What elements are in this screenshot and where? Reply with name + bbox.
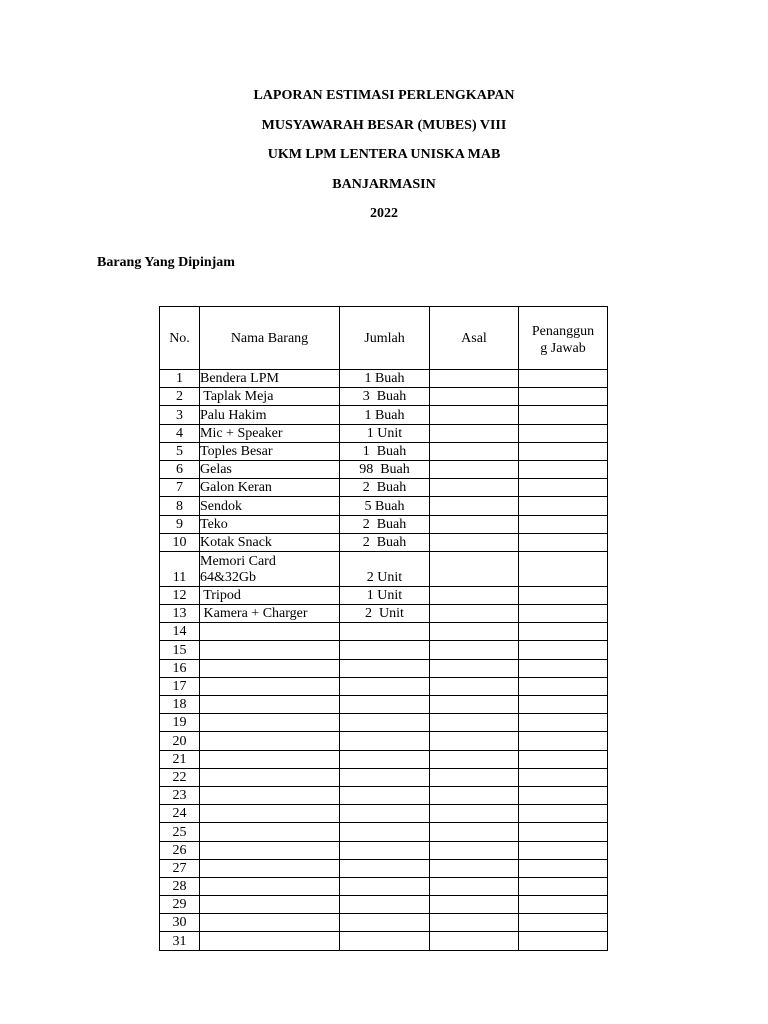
- cell-jumlah: [340, 641, 430, 659]
- cell-nama-barang: [200, 823, 340, 841]
- cell-asal: [430, 515, 519, 533]
- cell-jumlah: [340, 823, 430, 841]
- cell-nama-barang: Mic + Speaker: [200, 424, 340, 442]
- cell-jumlah: [340, 714, 430, 732]
- cell-no: 1: [160, 370, 200, 388]
- column-header-penanggung-jawab: [519, 307, 608, 370]
- cell-penanggung-jawab: [519, 659, 608, 677]
- cell-penanggung-jawab: [519, 479, 608, 497]
- cell-no: 8: [160, 497, 200, 515]
- pj-header-line-2: g Jawab: [540, 341, 586, 356]
- cell-no: 26: [160, 841, 200, 859]
- cell-jumlah: [340, 896, 430, 914]
- column-header-asal: Asal: [430, 307, 519, 370]
- table-row: [160, 586, 608, 604]
- cell-jumlah: [340, 914, 430, 932]
- cell-nama-barang: Kotak Snack: [200, 533, 340, 551]
- cell-jumlah: [340, 623, 430, 641]
- cell-penanggung-jawab: [519, 515, 608, 533]
- table-row: [160, 605, 608, 623]
- cell-penanggung-jawab: [519, 896, 608, 914]
- cell-nama-barang: Bendera LPM: [200, 370, 340, 388]
- cell-nama-barang: [200, 696, 340, 714]
- cell-jumlah: [340, 859, 430, 877]
- cell-nama-line-2: 64&32Gb: [200, 569, 256, 585]
- cell-no: 25: [160, 823, 200, 841]
- table-row: [160, 714, 608, 732]
- cell-jumlah: [340, 805, 430, 823]
- cell-penanggung-jawab: [519, 623, 608, 641]
- column-header-jumlah: Jumlah: [340, 307, 430, 370]
- table-row: [160, 623, 608, 641]
- table-row: [160, 533, 608, 551]
- table-row: [160, 641, 608, 659]
- cell-asal: [430, 714, 519, 732]
- cell-no: 24: [160, 805, 200, 823]
- table-row: [160, 370, 608, 388]
- cell-jumlah: 3 Buah: [340, 388, 430, 406]
- cell-no: 14: [160, 623, 200, 641]
- cell-jumlah: 2 Buah: [340, 515, 430, 533]
- cell-penanggung-jawab: [519, 533, 608, 551]
- table-row: [160, 823, 608, 841]
- cell-nama-line-1: Memori Card: [200, 553, 276, 569]
- cell-no: 27: [160, 859, 200, 877]
- cell-nama-barang: Sendok: [200, 497, 340, 515]
- cell-jumlah: 98 Buah: [340, 460, 430, 478]
- cell-penanggung-jawab: [519, 442, 608, 460]
- cell-no: 11: [160, 551, 200, 586]
- title-line-4: BANJARMASIN: [332, 176, 436, 192]
- cell-no: 29: [160, 896, 200, 914]
- table-body: [160, 370, 608, 951]
- cell-asal: [430, 932, 519, 950]
- cell-no: 9: [160, 515, 200, 533]
- cell-asal: [430, 732, 519, 750]
- cell-asal: [430, 586, 519, 604]
- cell-asal: [430, 677, 519, 695]
- cell-nama-barang: [200, 714, 340, 732]
- cell-no: 18: [160, 696, 200, 714]
- cell-penanggung-jawab: [519, 677, 608, 695]
- table-row: [160, 841, 608, 859]
- cell-no: 21: [160, 750, 200, 768]
- cell-asal: [430, 823, 519, 841]
- cell-jumlah: [340, 786, 430, 804]
- cell-nama-barang: Kamera + Charger: [200, 605, 340, 623]
- cell-asal: [430, 460, 519, 478]
- table-row: [160, 932, 608, 950]
- cell-penanggung-jawab: [519, 388, 608, 406]
- table-row: [160, 877, 608, 895]
- table-row: [160, 479, 608, 497]
- cell-no: 19: [160, 714, 200, 732]
- cell-nama-barang: [200, 841, 340, 859]
- cell-nama-barang: Taplak Meja: [200, 388, 340, 406]
- cell-no: 23: [160, 786, 200, 804]
- cell-no: 12: [160, 586, 200, 604]
- cell-jumlah: [340, 732, 430, 750]
- title-line-2: MUSYAWARAH BESAR (MUBES) VIII: [261, 117, 507, 133]
- cell-penanggung-jawab: [519, 586, 608, 604]
- table-row: [160, 497, 608, 515]
- cell-penanggung-jawab: [519, 605, 608, 623]
- cell-nama-barang: [200, 786, 340, 804]
- report-title: [0, 86, 768, 234]
- cell-asal: [430, 424, 519, 442]
- cell-nama-barang: [200, 623, 340, 641]
- cell-jumlah: [340, 750, 430, 768]
- cell-nama-barang: [200, 732, 340, 750]
- cell-nama-barang: Galon Keran: [200, 479, 340, 497]
- cell-no: 22: [160, 768, 200, 786]
- cell-asal: [430, 786, 519, 804]
- cell-penanggung-jawab: [519, 497, 608, 515]
- table-row: [160, 406, 608, 424]
- table-row: [160, 786, 608, 804]
- table-row: [160, 460, 608, 478]
- cell-no: 7: [160, 479, 200, 497]
- cell-asal: [430, 877, 519, 895]
- cell-nama-barang: [200, 932, 340, 950]
- cell-asal: [430, 896, 519, 914]
- cell-no: 20: [160, 732, 200, 750]
- cell-asal: [430, 605, 519, 623]
- cell-penanggung-jawab: [519, 932, 608, 950]
- cell-asal: [430, 841, 519, 859]
- cell-no: 4: [160, 424, 200, 442]
- cell-asal: [430, 551, 519, 586]
- cell-asal: [430, 497, 519, 515]
- cell-asal: [430, 750, 519, 768]
- cell-asal: [430, 442, 519, 460]
- cell-no: 2: [160, 388, 200, 406]
- column-header-no: No.: [160, 307, 200, 370]
- table-row: [160, 677, 608, 695]
- cell-jumlah: [340, 677, 430, 695]
- cell-penanggung-jawab: [519, 424, 608, 442]
- table-row: [160, 551, 608, 586]
- title-line-1: LAPORAN ESTIMASI PERLENGKAPAN: [253, 88, 515, 103]
- table-row: [160, 659, 608, 677]
- table-row: [160, 732, 608, 750]
- cell-nama-barang: [200, 641, 340, 659]
- cell-nama-barang: [200, 859, 340, 877]
- table-row: [160, 750, 608, 768]
- cell-asal: [430, 623, 519, 641]
- title-line-5: 2022: [370, 206, 398, 221]
- table-row: [160, 696, 608, 714]
- cell-no: 6: [160, 460, 200, 478]
- cell-nama-barang: Palu Hakim: [200, 406, 340, 424]
- cell-penanggung-jawab: [519, 551, 608, 586]
- cell-jumlah: 2 Unit: [340, 605, 430, 623]
- cell-jumlah: 2 Buah: [340, 533, 430, 551]
- cell-nama-barang: [200, 877, 340, 895]
- cell-asal: [430, 768, 519, 786]
- cell-no: 5: [160, 442, 200, 460]
- cell-nama-barang: [200, 750, 340, 768]
- cell-jumlah: 1 Buah: [340, 442, 430, 460]
- table-row: [160, 424, 608, 442]
- cell-asal: [430, 696, 519, 714]
- cell-no: 15: [160, 641, 200, 659]
- cell-penanggung-jawab: [519, 877, 608, 895]
- cell-asal: [430, 914, 519, 932]
- cell-nama-barang: Tripod: [200, 586, 340, 604]
- cell-no: 16: [160, 659, 200, 677]
- cell-penanggung-jawab: [519, 823, 608, 841]
- cell-nama-barang: [200, 768, 340, 786]
- cell-no: 31: [160, 932, 200, 950]
- table-row: [160, 515, 608, 533]
- table-row: [160, 442, 608, 460]
- cell-asal: [430, 805, 519, 823]
- table-row: [160, 388, 608, 406]
- cell-jumlah: [340, 841, 430, 859]
- cell-penanggung-jawab: [519, 750, 608, 768]
- cell-no: 28: [160, 877, 200, 895]
- table-row: [160, 768, 608, 786]
- cell-penanggung-jawab: [519, 714, 608, 732]
- cell-nama-barang: [200, 896, 340, 914]
- cell-penanggung-jawab: [519, 859, 608, 877]
- section-heading: Barang Yang Dipinjam: [97, 255, 235, 270]
- cell-nama-barang: [200, 551, 340, 586]
- cell-nama-barang: [200, 677, 340, 695]
- cell-penanggung-jawab: [519, 914, 608, 932]
- cell-jumlah: [340, 768, 430, 786]
- cell-asal: [430, 659, 519, 677]
- cell-jumlah: 1 Buah: [340, 370, 430, 388]
- cell-nama-barang: Teko: [200, 515, 340, 533]
- cell-nama-barang: [200, 805, 340, 823]
- cell-nama-barang: [200, 659, 340, 677]
- cell-jumlah: 2 Buah: [340, 479, 430, 497]
- cell-jumlah: 1 Unit: [340, 586, 430, 604]
- table-header-row: [160, 307, 608, 370]
- cell-penanggung-jawab: [519, 768, 608, 786]
- cell-nama-barang: Toples Besar: [200, 442, 340, 460]
- cell-jumlah: 1 Buah: [340, 406, 430, 424]
- pj-header-line-1: Penanggun: [531, 324, 595, 339]
- cell-asal: [430, 388, 519, 406]
- cell-jumlah: 1 Unit: [340, 424, 430, 442]
- cell-asal: [430, 479, 519, 497]
- cell-no: 17: [160, 677, 200, 695]
- cell-asal: [430, 406, 519, 424]
- cell-penanggung-jawab: [519, 460, 608, 478]
- cell-jumlah: [340, 696, 430, 714]
- cell-no: 3: [160, 406, 200, 424]
- table-row: [160, 914, 608, 932]
- cell-penanggung-jawab: [519, 786, 608, 804]
- cell-penanggung-jawab: [519, 406, 608, 424]
- table-row: [160, 805, 608, 823]
- table-row: [160, 859, 608, 877]
- cell-asal: [430, 859, 519, 877]
- cell-penanggung-jawab: [519, 641, 608, 659]
- cell-no: 10: [160, 533, 200, 551]
- cell-jumlah: [340, 877, 430, 895]
- cell-jumlah: [340, 932, 430, 950]
- cell-no: 13: [160, 605, 200, 623]
- title-line-3: UKM LPM LENTERA UNISKA MAB: [267, 147, 501, 162]
- cell-jumlah: 5 Buah: [340, 497, 430, 515]
- borrowed-items-table: [159, 306, 608, 951]
- table-row: [160, 896, 608, 914]
- cell-jumlah: 2 Unit: [340, 551, 430, 586]
- cell-jumlah: [340, 659, 430, 677]
- cell-penanggung-jawab: [519, 696, 608, 714]
- cell-no: 30: [160, 914, 200, 932]
- cell-penanggung-jawab: [519, 841, 608, 859]
- cell-nama-barang: [200, 914, 340, 932]
- cell-asal: [430, 533, 519, 551]
- cell-asal: [430, 370, 519, 388]
- cell-penanggung-jawab: [519, 805, 608, 823]
- cell-nama-barang: Gelas: [200, 460, 340, 478]
- cell-penanggung-jawab: [519, 732, 608, 750]
- cell-asal: [430, 641, 519, 659]
- column-header-nama-barang: Nama Barang: [200, 307, 340, 370]
- cell-penanggung-jawab: [519, 370, 608, 388]
